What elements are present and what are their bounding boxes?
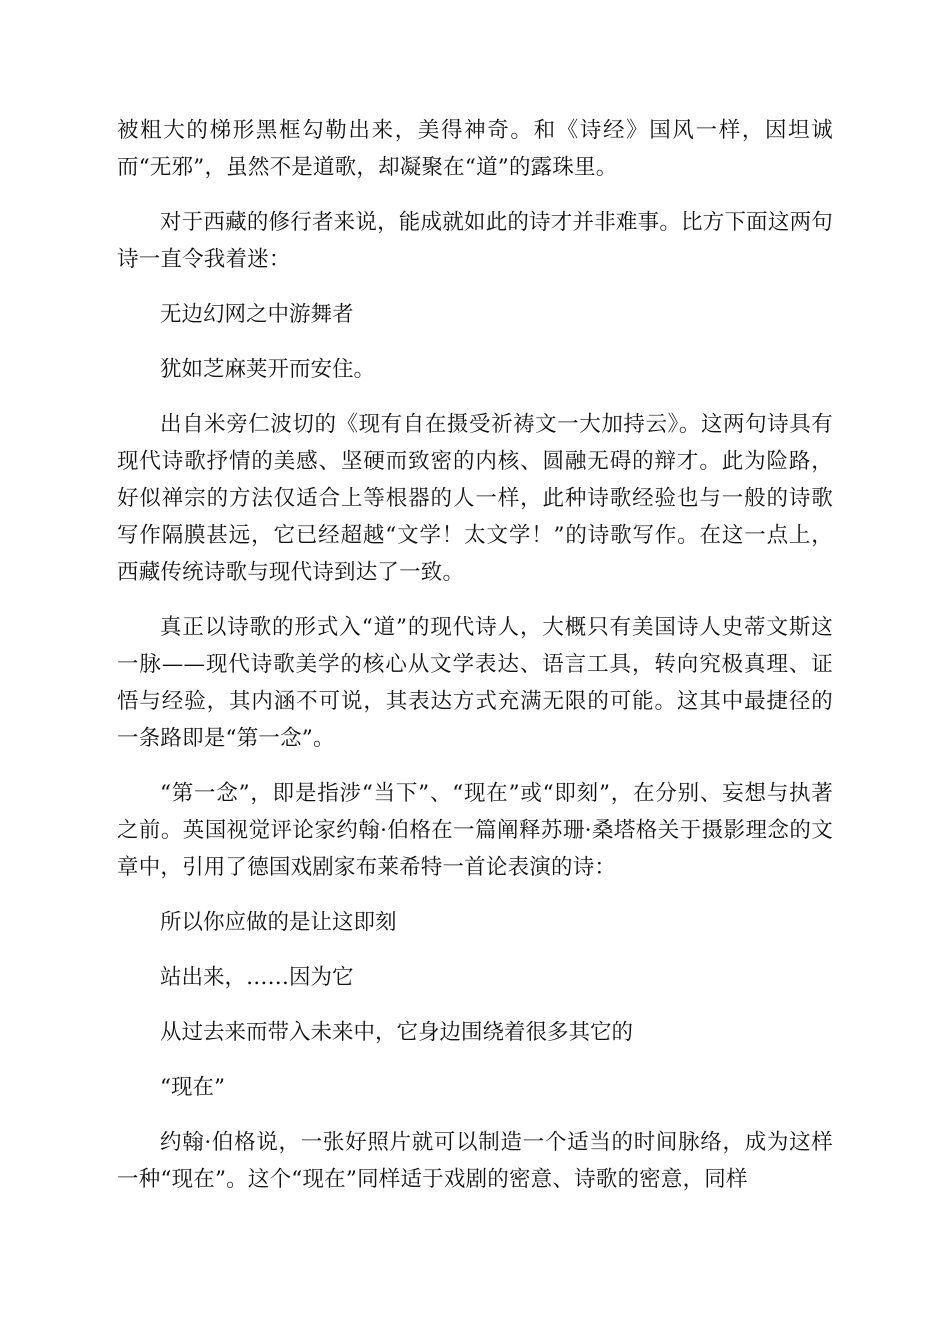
paragraph: “第一念”，即是指涉“当下”、“现在”或“即刻”，在分别、妄想与执著之前。英国视觉评论家约翰·伯格在一篇阐释苏珊·桑塔格关于摄影理念的文章中，引用了德国戏剧家布莱希特一首论表演的诗：	[117, 781, 833, 880]
verse-line: 无边幻网之中游舞者	[160, 302, 354, 327]
paragraph: 约翰·伯格说，一张好照片就可以制造一个适当的时间脉络，成为这样一种“现在”。这个“现在”同样适于戏剧的密意、诗歌的密意，同样	[117, 1130, 833, 1192]
verse-line: 站出来，……因为它	[160, 965, 354, 990]
paragraph: 对于西藏的修行者来说，能成就如此的诗才并非难事。比方下面这两句诗一直令我着迷：	[117, 210, 833, 272]
verse-line: “现在”	[160, 1075, 225, 1100]
verse-line: 从过去来而带入未来中，它身边围绕着很多其它的	[160, 1020, 634, 1045]
paragraph: 出自米旁仁波切的《现有自在摄受祈祷文一大加持云》。这两句诗具有现代诗歌抒情的美感、坚硬而致密的内核、圆融无碍的辩才。此为险路，好似禅宗的方法仅适合上等根器的人一样，此种诗歌经验也与一般的诗歌写作隔膜甚远，它已经超越“文学！太文学！”的诗歌写作。在这一点上，西藏传统诗歌与现代诗到达了一致。	[117, 412, 833, 585]
verse-line: 所以你应做的是让这即刻	[160, 910, 397, 935]
paragraph: 真正以诗歌的形式入“道”的现代诗人，大概只有美国诗人史蒂文斯这一脉——现代诗歌美学的核心从文学表达、语言工具，转向究极真理、证悟与经验，其内涵不可说，其表达方式充满无限的可能。这其中最捷径的一条路即是“第一念”。	[117, 615, 833, 751]
document-body	[117, 112, 833, 1216]
paragraph: 被粗大的梯形黑框勾勒出来，美得神奇。和《诗经》国风一样，因坦诚而“无邪”，虽然不是道歌，却凝聚在“道”的露珠里。	[117, 118, 833, 180]
verse-line: 犹如芝麻荚开而安住。	[160, 357, 376, 382]
